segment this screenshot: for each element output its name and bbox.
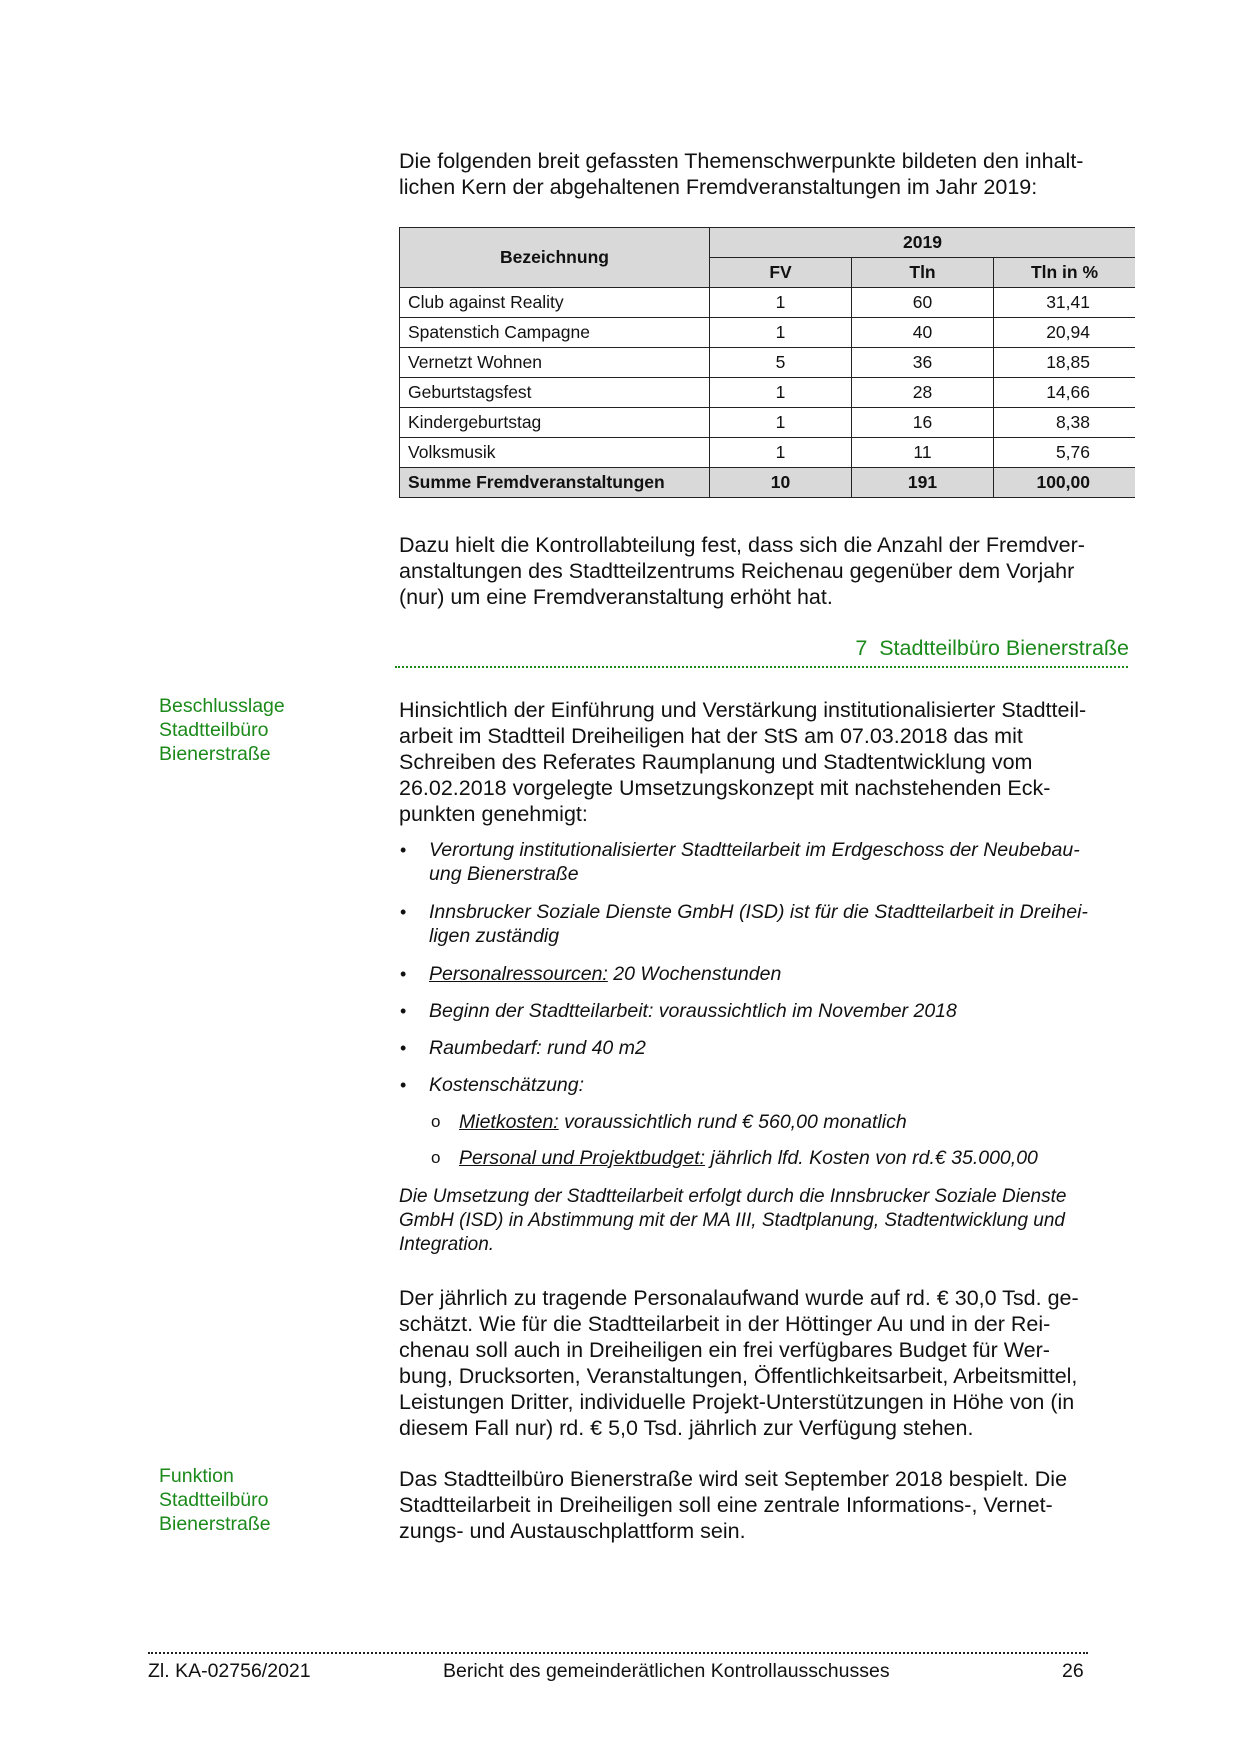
- margin-note-line: Beschlusslage: [159, 695, 285, 717]
- bullet-label: Personalressourcen:: [429, 963, 608, 985]
- cell-fv: 1: [710, 318, 852, 348]
- text-line: Die Umsetzung der Stadtteilarbeit erfolgt durch die Innsbrucker Soziale Dienste: [399, 1186, 1067, 1207]
- margin-note-line: Funktion: [159, 1465, 234, 1487]
- cell-name: Volksmusik: [400, 438, 710, 468]
- bullet-line: ligen zuständig: [429, 925, 560, 947]
- text-line: diesem Fall nur) rd. € 5,0 Tsd. jährlich zur Verfügung stehen.: [399, 1416, 974, 1440]
- text-line: lichen Kern der abgehaltenen Fremdveranstaltungen im Jahr 2019:: [399, 175, 1038, 199]
- footer-divider: [148, 1652, 1088, 1654]
- margin-note-line: Stadtteilbüro: [159, 719, 269, 741]
- cell-name: Kindergeburtstag: [400, 408, 710, 438]
- after-table-paragraph: [399, 532, 1129, 610]
- sub-bullet-value: voraussichtlich rund € 560,00 monatlich: [558, 1111, 907, 1133]
- text-line: arbeit im Stadtteil Dreiheiligen hat der StS am 07.03.2018 das mit: [399, 724, 1023, 748]
- bullet-line: Verortung institutionalisierter Stadtteilarbeit im Erdgeschoss der Neubebau-: [429, 839, 1080, 861]
- cell-fv: 1: [710, 408, 852, 438]
- cell-pct: 14,66: [994, 378, 1136, 408]
- personalaufwand-paragraph: [399, 1285, 1129, 1441]
- table-row: [400, 408, 1136, 438]
- cell-fv: 10: [710, 468, 852, 498]
- text-line: Stadtteilarbeit in Dreiheiligen soll eine zentrale Informations-, Vernet-: [399, 1493, 1053, 1517]
- margin-note-line: Bienerstraße: [159, 743, 271, 765]
- sub-bullet-label: Mietkosten:: [459, 1111, 559, 1133]
- bullet-icon: •: [400, 1001, 407, 1021]
- margin-note-funktion: [159, 1464, 271, 1536]
- text-line: Der jährlich zu tragende Personalaufwand wurde auf rd. € 30,0 Tsd. ge-: [399, 1286, 1079, 1310]
- text-line: punkten genehmigt:: [399, 802, 588, 826]
- footer-reference: Zl. KA-02756/2021: [148, 1660, 311, 1682]
- text-line: zungs- und Austauschplattform sein.: [399, 1519, 746, 1543]
- bullet-line: Beginn der Stadtteilarbeit: voraussichtlich im November 2018: [429, 1000, 957, 1022]
- header-tln-pct: Tln in %: [994, 258, 1136, 288]
- bullet-line: Kostenschätzung:: [429, 1074, 585, 1096]
- footer-title: Bericht des gemeinderätlichen Kontrollausschusses: [443, 1660, 890, 1682]
- text-line: bung, Drucksorten, Veranstaltungen, Öffentlichkeitsarbeit, Arbeitsmittel,: [399, 1364, 1078, 1388]
- cell-name: Summe Fremdveranstaltungen: [400, 468, 710, 498]
- cell-tln: 36: [852, 348, 994, 378]
- cell-pct: 18,85: [994, 348, 1136, 378]
- cell-fv: 1: [710, 288, 852, 318]
- cell-pct: 31,41: [994, 288, 1136, 318]
- bullet-line: Innsbrucker Soziale Dienste GmbH (ISD) ist für die Stadtteilarbeit in Dreihei-: [429, 901, 1088, 923]
- text-line: Hinsichtlich der Einführung und Verstärkung institutionalisierter Stadtteil-: [399, 698, 1087, 722]
- bullet-icon: •: [400, 1075, 407, 1095]
- margin-note-line: Bienerstraße: [159, 1513, 271, 1535]
- cell-name: Geburtstagsfest: [400, 378, 710, 408]
- bullet-icon: •: [400, 964, 407, 984]
- margin-note-line: Stadtteilbüro: [159, 1489, 269, 1511]
- page-number: 26: [1062, 1660, 1084, 1682]
- text-line: Leistungen Dritter, individuelle Projekt-Unterstützungen in Höhe von (in: [399, 1390, 1075, 1414]
- text-line: schätzt. Wie für die Stadtteilarbeit in der Höttinger Au und in der Rei-: [399, 1312, 1051, 1336]
- text-line: Das Stadtteilbüro Bienerstraße wird seit September 2018 bespielt. Die: [399, 1467, 1068, 1491]
- table-sum-row: [400, 468, 1136, 498]
- table-row: [400, 288, 1136, 318]
- intro-paragraph: [399, 148, 1129, 200]
- header-fv: FV: [710, 258, 852, 288]
- fremdveranstaltungen-table: [399, 227, 1135, 498]
- text-line: anstaltungen des Stadtteilzentrums Reichenau gegenüber dem Vorjahr: [399, 559, 1075, 583]
- funktion-paragraph: [399, 1466, 1129, 1544]
- text-line: Dazu hielt die Kontrollabteilung fest, dass sich die Anzahl der Fremdver-: [399, 533, 1085, 557]
- table-row: [400, 348, 1136, 378]
- text-line: (nur) um eine Fremdveranstaltung erhöht hat.: [399, 585, 833, 609]
- header-tln: Tln: [852, 258, 994, 288]
- text-line: Schreiben des Referates Raumplanung und Stadtentwicklung vom: [399, 750, 1033, 774]
- sub-bullet-value: jährlich lfd. Kosten von rd.€ 35.000,00: [705, 1147, 1038, 1169]
- cell-name: Club against Reality: [400, 288, 710, 318]
- beschluss-paragraph: [399, 697, 1129, 827]
- cell-pct: 8,38: [994, 408, 1136, 438]
- circle-bullet-icon: o: [431, 1148, 441, 1167]
- bullet-icon: •: [400, 902, 407, 922]
- cell-name: Spatenstich Campagne: [400, 318, 710, 348]
- cell-fv: 5: [710, 348, 852, 378]
- bullet-icon: •: [400, 1038, 407, 1058]
- section-heading: 7 Stadtteilbüro Bienerstraße: [855, 636, 1129, 660]
- bullet-line: ung Bienerstraße: [429, 863, 579, 885]
- table-row: [400, 318, 1136, 348]
- cell-pct: 5,76: [994, 438, 1136, 468]
- cell-name: Vernetzt Wohnen: [400, 348, 710, 378]
- sub-bullet-label: Personal und Projektbudget:: [459, 1147, 706, 1169]
- text-line: Die folgenden breit gefassten Themenschwerpunkte bildeten den inhalt-: [399, 149, 1084, 173]
- cell-tln: 11: [852, 438, 994, 468]
- cell-tln: 16: [852, 408, 994, 438]
- text-line: GmbH (ISD) in Abstimmung mit der MA III, Stadtplanung, Stadtentwicklung und: [399, 1210, 1065, 1231]
- cell-tln: 60: [852, 288, 994, 318]
- umsetzung-note: [399, 1185, 1129, 1257]
- bullet-line: Raumbedarf: rund 40 m2: [429, 1037, 646, 1059]
- cell-fv: 1: [710, 378, 852, 408]
- header-year: 2019: [710, 228, 1136, 258]
- cell-pct: 100,00: [994, 468, 1136, 498]
- bullet-icon: •: [400, 840, 407, 860]
- header-bezeichnung: Bezeichnung: [400, 228, 710, 288]
- table-row: [400, 438, 1136, 468]
- cell-pct: 20,94: [994, 318, 1136, 348]
- text-line: chenau soll auch in Dreiheiligen ein frei verfügbares Budget für Wer-: [399, 1338, 1050, 1362]
- text-line: 26.02.2018 vorgelegte Umsetzungskonzept mit nachstehenden Eck-: [399, 776, 1051, 800]
- section-divider: [395, 666, 1128, 668]
- margin-note-beschlusslage: [159, 694, 285, 766]
- cell-tln: 40: [852, 318, 994, 348]
- circle-bullet-icon: o: [431, 1112, 441, 1131]
- cell-fv: 1: [710, 438, 852, 468]
- bullet-value: 20 Wochenstunden: [607, 963, 782, 985]
- cell-tln: 28: [852, 378, 994, 408]
- table-row: [400, 378, 1136, 408]
- text-line: Integration.: [399, 1234, 495, 1255]
- cell-tln: 191: [852, 468, 994, 498]
